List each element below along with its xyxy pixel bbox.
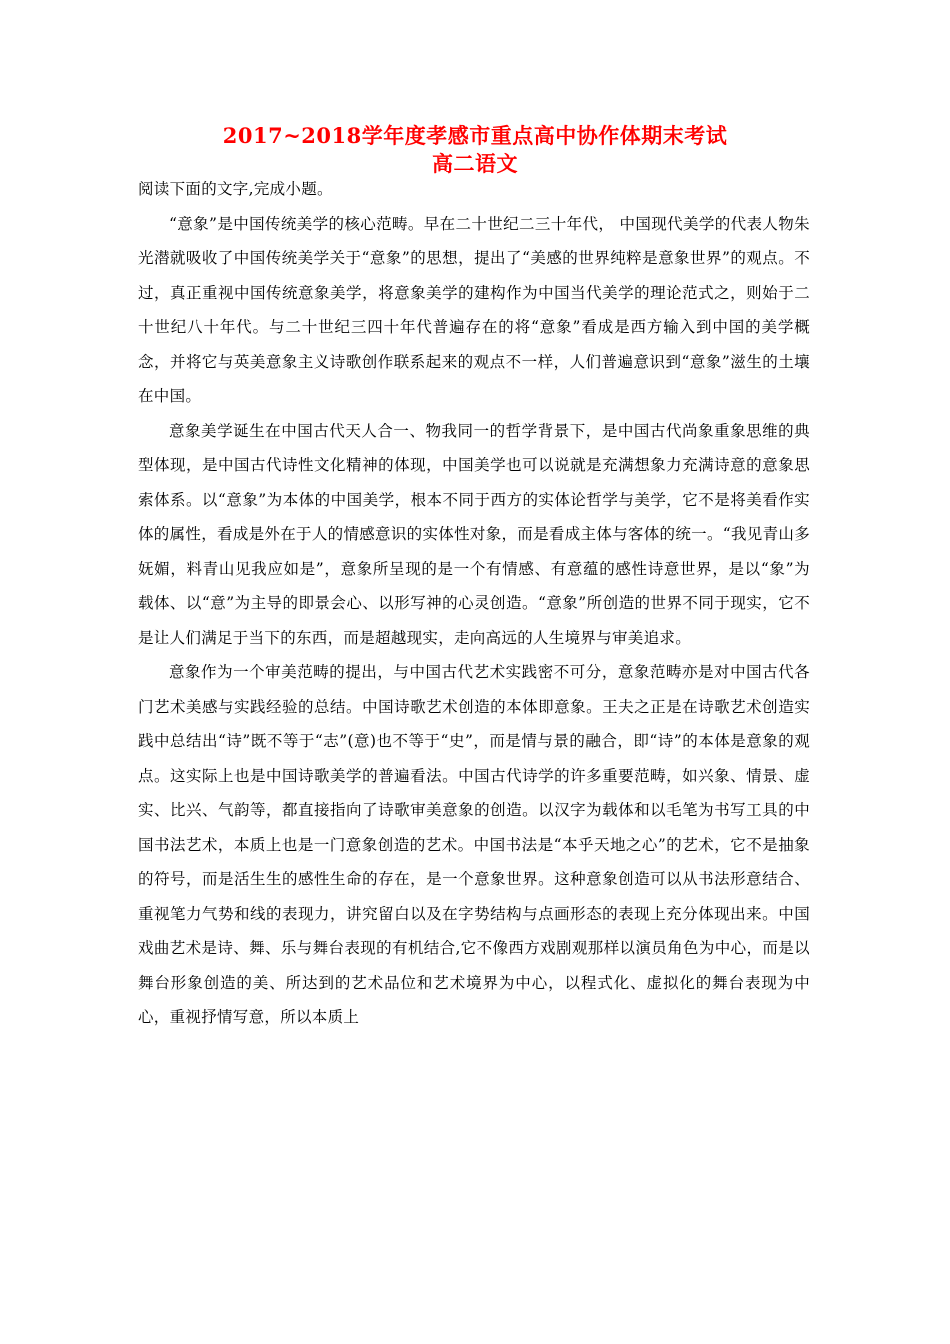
exam-title: 2017~2018学年度孝感市重点高中协作体期末考试	[222, 123, 728, 148]
paragraph-1: “意象”是中国传统美学的核心范畴。早在二十世纪二三十年代， 中国现代美学的代表人物朱光潜就吸收了中国传统美学关于“意象”的思想，提出了“美感的世界纯粹是意象世界”的观点。不过，真正重视中国传统意象美学，将意象美学的建构作为中国当代美学的理论范式之，则始于二十世纪八十年代。与二十世纪三四十年代普遍存在的将“意象”看成是西方输入到中国的美学概念，并将它与英美意象主义诗歌创作联系起来的观点不一样，人们普遍意识到“意象”滋生的土壤在中国。	[138, 214, 810, 405]
instruction-text: 阅读下面的文字,完成小题。	[138, 180, 333, 198]
title-block	[0, 122, 950, 178]
reading-passage	[138, 172, 810, 1035]
paragraph-2: 意象美学诞生在中国古代天人合一、物我同一的哲学背景下，是中国古代尚象重象思维的典型体现，是中国古代诗性文化精神的体现，中国美学也可以说就是充满想象力充满诗意的意象思索体系。以“意象”为本体的中国美学，根本不同于西方的实体论哲学与美学，它不是将美看作实体的属性，看成是外在于人的情感意识的实体性对象，而是看成主体与客体的统一。“我见青山多妩媚，料青山见我应如是”，意象所呈现的是一个有情感、有意蕴的感性诗意世界，是以“象”为载体、以“意”为主导的即景会心、以形写神的心灵创造。“意象”所创造的世界不同于现实，它不是让人们满足于当下的东西，而是超越现实，走向高远的人生境界与审美追求。	[138, 421, 810, 647]
paragraph-3: 意象作为一个审美范畴的提出，与中国古代艺术实践密不可分，意象范畴亦是对中国古代各门艺术美感与实践经验的总结。中国诗歌艺术创造的本体即意象。王夫之正是在诗歌艺术创造实践中总结出“诗”既不等于“志”(意)也不等于“史”，而是情与景的融合，即“诗”的本体是意象的观点。这实际上也是中国诗歌美学的普遍看法。中国古代诗学的许多重要范畴，如兴象、情景、虚实、比兴、气韵等，都直接指向了诗歌审美意象的创造。以汉字为载体和以毛笔为书写工具的中国书法艺术，本质上也是一门意象创造的艺术。中国书法是“本乎天地之心”的艺术，它不是抽象的符号，而是活生生的感性生命的存在，是一个意象世界。这种意象创造可以从书法形意结合、重视笔力气势和线的表现力，讲究留白以及在字势结构与点画形态的表现上充分体现出来。中国戏曲艺术是诗、舞、乐与舞台表现的有机结合,它不像西方戏剧观那样以演员角色为中心，而是以舞台形象创造的美、所达到的艺术品位和艺术境界为中心，以程式化、虚拟化的舞台表现为中心，重视抒情写意，所以本质上	[138, 663, 810, 1026]
subject-title: 高二语文	[432, 151, 518, 176]
